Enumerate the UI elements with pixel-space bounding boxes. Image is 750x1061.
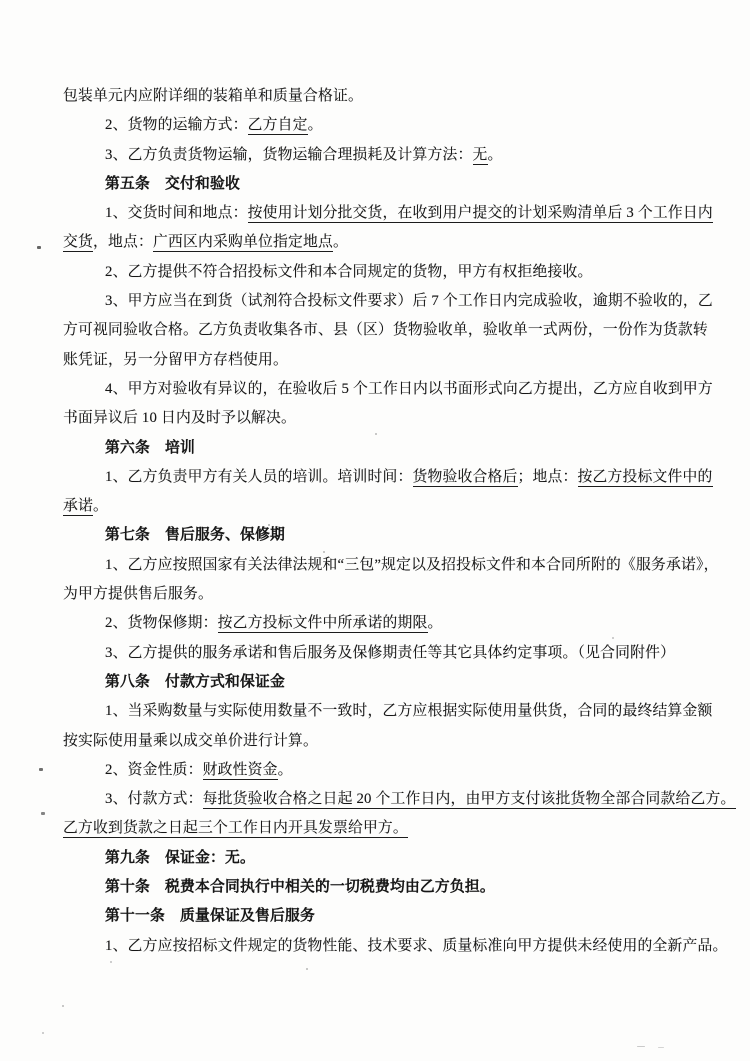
document-line	[63, 404, 703, 433]
document-line	[63, 580, 703, 609]
scan-speck	[323, 551, 325, 553]
text-segment: 。	[427, 615, 443, 632]
document-line	[63, 668, 703, 697]
text-segment: ，地点：	[93, 234, 153, 251]
document-line	[63, 346, 703, 375]
document-line	[63, 434, 703, 463]
scan-speck	[612, 637, 614, 639]
scan-speck	[110, 961, 112, 963]
underlined-text: 按乙方投标文件中所承诺的期限	[217, 615, 428, 632]
text-segment: 3、乙方提供的服务承诺和售后服务及保修期责任等其它具体约定事项。（见合同附件）	[105, 644, 676, 661]
scan-speck	[37, 246, 41, 249]
underlined-text: 财政性资金	[202, 761, 278, 778]
document-line	[63, 551, 719, 580]
document-line	[63, 521, 703, 550]
document-line	[63, 727, 703, 756]
text-segment: 为甲方提供售后服务。	[63, 586, 213, 603]
text-segment: 。	[277, 761, 293, 778]
underlined-text: 每批货验收合格之日起 20 个工作日内，由甲方支付该批货物全部合同款给乙方。	[202, 791, 736, 808]
document-line	[63, 932, 728, 961]
document-line	[63, 814, 703, 843]
document-line	[63, 82, 703, 111]
scan-speck	[306, 968, 308, 970]
text-segment: 3、乙方负责货物运输，货物运输合理损耗及计算方法：	[105, 146, 473, 163]
text-segment: 。	[332, 234, 348, 251]
text-segment: 1、交货时间和地点：	[105, 205, 248, 222]
document-line	[63, 287, 713, 316]
text-segment: 1、乙方应按照国家有关法律法规和“三包”规定以及招投标文件和本合同所附的《服务承诺》，	[105, 556, 719, 573]
text-segment: 。	[487, 146, 503, 163]
text-segment: 2、货物保修期：	[105, 615, 218, 632]
text-segment: 2、乙方提供不符合招投标文件和本合同规定的货物，甲方有权拒绝接收。	[105, 263, 593, 280]
document-line	[63, 785, 736, 814]
text-segment: 。	[307, 117, 323, 134]
text-segment: 第十一条 质量保证及售后服务	[105, 908, 315, 925]
text-segment: 包装单元内应附详细的装箱单和质量合格证。	[63, 88, 363, 104]
document-line	[63, 697, 713, 726]
text-segment: 第五条 交付和验收	[105, 175, 240, 192]
text-segment: 。	[93, 498, 108, 515]
text-segment: ；地点：	[517, 468, 578, 485]
text-segment: 1、乙方应按招标文件规定的货物性能、技术要求、质量标准向甲方提供未经使用的全新产品。	[105, 937, 728, 954]
text-segment: 第八条 付款方式和保证金	[105, 673, 285, 690]
text-segment: 第六条 培训	[105, 439, 195, 456]
text-segment: 3、付款方式：	[105, 791, 203, 808]
text-segment: 2、货物的运输方式：	[105, 117, 248, 134]
underlined-text: 无	[472, 146, 488, 163]
underlined-text: 广西区内采购单位指定地点	[153, 234, 333, 251]
document-line	[63, 375, 713, 404]
text-segment: 第七条 售后服务、保修期	[105, 527, 285, 544]
document-line	[63, 111, 703, 140]
text-segment: 第九条 保证金：无。	[105, 849, 255, 866]
underlined-text: 承诺	[63, 498, 93, 515]
scan-speck	[375, 433, 377, 435]
text-segment: 第十条 税费本合同执行中相关的一切税费均由乙方负担。	[105, 879, 495, 896]
document-line	[63, 141, 703, 170]
text-segment: 书面异议后 10 日内及时予以解决。	[63, 410, 296, 427]
document-line	[63, 199, 713, 228]
underlined-text: 按乙方投标文件中的	[577, 468, 713, 485]
document-line	[63, 756, 703, 785]
scan-speck	[39, 768, 43, 771]
text-segment: 账凭证，另一分留甲方存档使用。	[63, 351, 288, 368]
text-segment: 1、当采购数量与实际使用数量不一致时，乙方应根据实际使用量供货，合同的最终结算金额	[105, 703, 713, 720]
underlined-text: 货物验收合格后	[412, 468, 518, 485]
document-line	[63, 902, 703, 931]
underlined-text: 乙方收到货款之日起三个工作日内开具发票给甲方。	[63, 820, 408, 837]
document-line	[63, 844, 703, 873]
document-line	[63, 258, 703, 287]
scan-speck	[268, 524, 270, 526]
underlined-text: 交货	[63, 234, 93, 251]
document-line	[63, 639, 703, 668]
document-line	[63, 492, 703, 521]
document-line	[63, 228, 703, 257]
document-body	[63, 82, 736, 961]
underlined-text: 乙方自定	[247, 117, 308, 134]
document-line	[63, 463, 713, 492]
scan-speck	[62, 1005, 64, 1007]
document-line	[63, 170, 703, 199]
scan-speck	[637, 1046, 645, 1047]
underlined-text: 按使用计划分批交货，在收到用户提交的计划采购清单后 3 个工作日内	[247, 205, 713, 222]
text-segment: 1、乙方负责甲方有关人员的培训。培训时间：	[105, 468, 413, 485]
scan-speck	[42, 1032, 44, 1034]
document-line	[63, 873, 703, 902]
text-segment: 方可视同验收合格。乙方负责收集各市、县（区）货物验收单，验收单一式两份，一份作为货款转	[63, 322, 708, 339]
text-segment: 3、甲方应当在到货（试剂符合投标文件要求）后 7 个工作日内完成验收，逾期不验收的，乙	[105, 293, 713, 310]
scan-speck	[658, 1047, 664, 1048]
text-segment: 4、甲方对验收有异议的，在验收后 5 个工作日内以书面形式向乙方提出，乙方应自收到甲方	[105, 380, 713, 397]
text-segment: 按实际使用量乘以成交单价进行计算。	[63, 732, 318, 749]
scan-speck	[41, 812, 45, 815]
document-line	[63, 316, 708, 345]
text-segment: 2、资金性质：	[105, 761, 203, 778]
document-line	[63, 609, 703, 638]
